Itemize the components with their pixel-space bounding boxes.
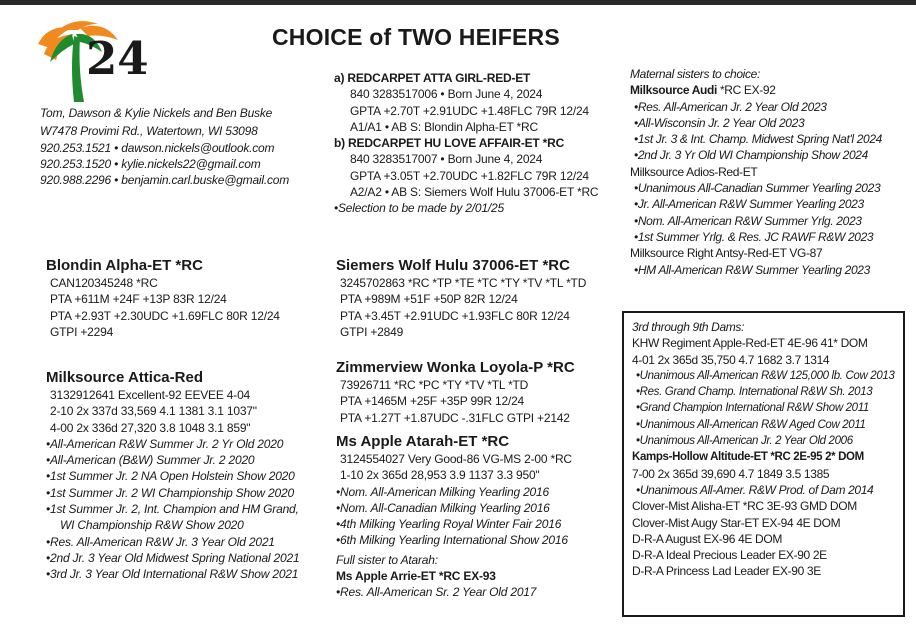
lot-number: 24 bbox=[86, 32, 149, 85]
attica-award: •All-American R&W Summer Jr. 2 Yr Old 2020 bbox=[46, 436, 284, 451]
zimmerview-line: PTA +1.27T +1.87UDC -.31FLC GTPI +2142 bbox=[340, 410, 570, 425]
atarah-block bbox=[336, 433, 572, 601]
kamps-record: 7-00 2x 365d 39,690 4.7 1849 3.5 1385 bbox=[632, 466, 830, 481]
attica-award: •2nd Jr. 3 Year Old Midwest Spring National 2021 bbox=[46, 550, 300, 565]
attica-block bbox=[46, 369, 299, 583]
audi-header bbox=[630, 82, 882, 98]
page-title: CHOICE of TWO HEIFERS bbox=[272, 24, 560, 50]
blondin-line: PTA +2.93T +2.30UDC +1.69FLC 80R 12/24 bbox=[50, 308, 280, 323]
audi-award: •2nd Jr. 3 Yr Old WI Championship Show 2024 bbox=[634, 148, 868, 163]
adios-award: •Jr. All-American R&W Summer Yearling 2023 bbox=[634, 197, 864, 212]
heifer-a-line: A1/A1 • AB S: Blondin Alpha-ET *RC bbox=[350, 119, 538, 134]
adios-award: •1st Summer Yrlg. & Res. JC RAWF R&W 2023 bbox=[634, 229, 874, 244]
audi-award: •Res. All-American Jr. 2 Year Old 2023 bbox=[634, 99, 827, 114]
siemers-name: Siemers Wolf Hulu 37006-ET *RC bbox=[336, 257, 570, 274]
heifer-b-line: A2/A2 • AB S: Siemers Wolf Hulu 37006-ET *RC bbox=[350, 185, 599, 200]
heifer-b-line: GPTA +3.05T +2.70UDC +1.82FLC 79R 12/24 bbox=[350, 168, 589, 183]
heifer-choices bbox=[334, 70, 598, 217]
antsy-award: •HM All-American R&W Summer Yearling 2023 bbox=[634, 262, 870, 277]
khw-award: •Grand Champion International R&W Show 2011 bbox=[636, 402, 869, 415]
consignor-contact: 920.253.1521 • dawson.nickels@outlook.com bbox=[40, 140, 275, 155]
antsy-name: Milksource Right Antsy-Red-ET VG-87 bbox=[630, 246, 823, 261]
consignor-contact: 920.253.1520 • kylie.nickels22@gmail.com bbox=[40, 156, 261, 171]
atarah-award: •Nom. All-American Milking Yearling 2016 bbox=[336, 484, 549, 499]
atarah-award: •6th Milking Yearling International Show 2016 bbox=[336, 533, 568, 548]
zimmerview-line: PTA +1465M +25F +35P 99R 12/24 bbox=[340, 394, 525, 409]
maternal-sisters-block bbox=[630, 66, 882, 278]
khw-name: KHW Regiment Apple-Red-ET 4E-96 41* DOM bbox=[632, 336, 868, 351]
attica-line: 2-10 2x 337d 33,569 4.1 1381 3.1 1037" bbox=[50, 404, 257, 419]
audi-award: •All-Wisconsin Jr. 2 Year Old 2023 bbox=[634, 115, 805, 130]
khw-award: •Unanimous All-American R&W 125,000 lb. Cow 2013 bbox=[636, 369, 895, 382]
khw-award: •Unanimous All-American Jr. 2 Year Old 2006 bbox=[636, 435, 853, 448]
dam-entry: Clover-Mist Alisha-ET *RC 3E-93 GMD DOM bbox=[632, 499, 857, 514]
heifer-b-name: b) REDCARPET HU LOVE AFFAIR-ET *RC bbox=[334, 136, 565, 151]
adios-award: •Nom. All-American R&W Summer Yrlg. 2023 bbox=[634, 213, 862, 228]
siemers-line: GTPI +2849 bbox=[340, 324, 404, 339]
siemers-block bbox=[336, 257, 586, 340]
blondin-line: GTPI +2294 bbox=[50, 324, 114, 339]
selection-note: •Selection to be made by 2/01/25 bbox=[334, 201, 504, 216]
attica-line: 3132912641 Excellent-92 EEVEE 4-04 bbox=[50, 388, 251, 402]
attica-award: •Res. All-American R&W Jr. 3 Year Old 2021 bbox=[46, 534, 275, 549]
siemers-line: PTA +3.45T +2.91UDC +1.93FLC 80R 12/24 bbox=[340, 308, 570, 323]
blondin-block bbox=[46, 257, 280, 340]
audi-name: Milksource Audi bbox=[630, 83, 717, 98]
khw-record: 4-01 2x 365d 35,750 4.7 1682 3.7 1314 bbox=[632, 352, 830, 367]
heifer-a-line: GPTA +2.70T +2.91UDC +1.48FLC 79R 12/24 bbox=[350, 103, 589, 118]
audi-suffix: *RC EX-92 bbox=[717, 83, 776, 98]
full-sister-label: Full sister to Atarah: bbox=[336, 552, 438, 567]
dam-entry: D-R-A Ideal Precious Leader EX-90 2E bbox=[632, 548, 827, 563]
atarah-line: 3124554027 Very Good-86 VG-MS 2-00 *RC bbox=[340, 452, 572, 466]
full-sister-name: Ms Apple Arrie-ET *RC EX-93 bbox=[336, 569, 496, 584]
adios-name: Milksource Adios-Red-ET bbox=[630, 164, 758, 179]
dam-entry: Clover-Mist Augy Star-ET EX-94 4E DOM bbox=[632, 515, 841, 530]
zimmerview-name: Zimmerview Wonka Loyola-P *RC bbox=[336, 359, 575, 376]
siemers-line: 3245702863 *RC *TP *TE *TC *TY *TV *TL *TD bbox=[340, 276, 587, 290]
khw-award: •Res. Grand Champ. International R&W Sh. 2013 bbox=[636, 386, 873, 399]
full-sister-award: •Res. All-American Sr. 2 Year Old 2017 bbox=[336, 585, 537, 600]
dam-entry: D-R-A August EX-96 4E DOM bbox=[632, 531, 782, 546]
lot-logo bbox=[28, 10, 168, 110]
dams-label: 3rd through 9th Dams: bbox=[632, 320, 745, 334]
siemers-line: PTA +989M +51F +50P 82R 12/24 bbox=[340, 292, 518, 307]
atarah-award: •Nom. All-Canadian Milking Yearling 2016 bbox=[336, 500, 550, 515]
attica-award: •1st Summer Jr. 2, Int. Champion and HM Grand, bbox=[46, 502, 299, 517]
attica-award: WI Championship R&W Show 2020 bbox=[60, 518, 244, 533]
audi-award: •1st Jr. 3 & Int. Champ. Midwest Spring Nat'l 2024 bbox=[634, 132, 882, 147]
atarah-award: •4th Milking Yearling Royal Winter Fair 2016 bbox=[336, 517, 562, 532]
dam-entry: D-R-A Princess Lad Leader EX-90 3E bbox=[632, 564, 821, 579]
attica-award: •3rd Jr. 3 Year Old International R&W Show 2021 bbox=[46, 567, 299, 582]
attica-award: •1st Summer Jr. 2 WI Championship Show 2020 bbox=[46, 485, 294, 500]
atarah-name: Ms Apple Atarah-ET *RC bbox=[336, 433, 510, 450]
zimmerview-block bbox=[336, 359, 575, 426]
consignor-block bbox=[40, 105, 289, 188]
consignor-names: Tom, Dawson & Kylie Nickels and Ben Buske bbox=[40, 106, 273, 120]
attica-line: 4-00 2x 336d 27,320 3.8 1048 3.1 859" bbox=[50, 420, 251, 435]
attica-name: Milksource Attica-Red bbox=[46, 369, 203, 386]
heifer-a-line: 840 3283517006 • Born June 4, 2024 bbox=[350, 87, 543, 102]
consignor-contact: 920.988.2296 • benjamin.carl.buske@gmail.com bbox=[40, 173, 290, 188]
blondin-line: PTA +611M +24F +13P 83R 12/24 bbox=[50, 292, 227, 307]
consignor-address: W7478 Provimi Rd., Watertown, WI 53098 bbox=[40, 124, 258, 139]
blondin-name: Blondin Alpha-ET *RC bbox=[46, 257, 203, 274]
heifer-b-line: 840 3283517007 • Born June 4, 2024 bbox=[350, 152, 543, 167]
khw-award: •Unanimous All-American R&W Aged Cow 2011 bbox=[636, 418, 866, 431]
zimmerview-line: 73926711 *RC *PC *TY *TV *TL *TD bbox=[340, 378, 529, 392]
dams-block bbox=[632, 319, 894, 580]
attica-award: •All-American (B&W) Summer Jr. 2 2020 bbox=[46, 453, 255, 468]
kamps-award: •Unanimous All-Amer. R&W Prod. of Dam 2014 bbox=[636, 482, 874, 497]
attica-award: •1st Summer Jr. 2 NA Open Holstein Show 2020 bbox=[46, 469, 295, 484]
blondin-line: CAN120345248 *RC bbox=[50, 276, 158, 290]
adios-award: •Unanimous All-Canadian Summer Yearling 2023 bbox=[634, 181, 881, 196]
top-border bbox=[0, 0, 916, 5]
heifer-a-name: a) REDCARPET ATTA GIRL-RED-ET bbox=[334, 71, 531, 85]
atarah-line: 1-10 2x 365d 28,953 3.9 1137 3.3 950" bbox=[340, 468, 540, 483]
maternal-sisters-label: Maternal sisters to choice: bbox=[630, 67, 760, 81]
kamps-name: Kamps-Hollow Altitude-ET *RC 2E-95 2* DOM bbox=[632, 451, 864, 464]
